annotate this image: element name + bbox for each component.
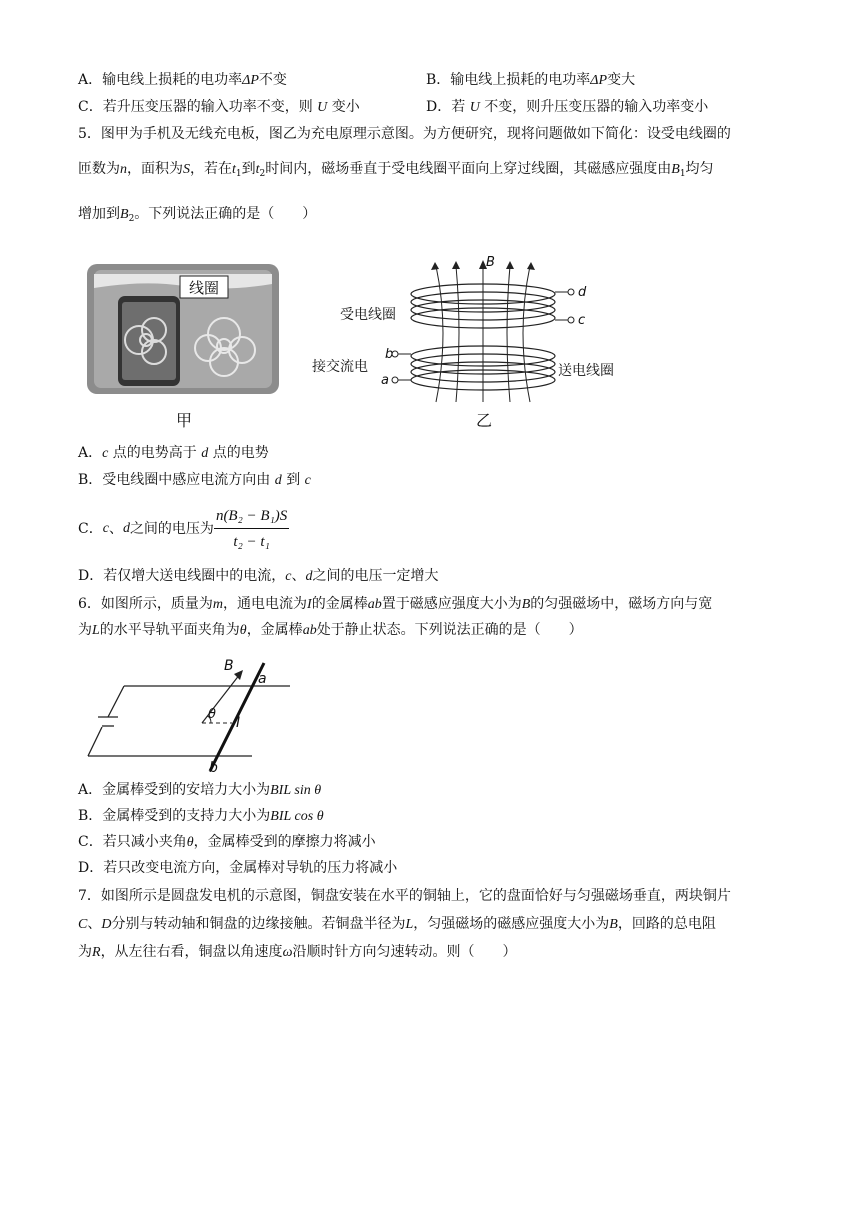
voltage-fraction: $\frac{\text{n(B₂ − B₁)S}}{\text{t₂ − t₁}}$ <box>215 508 288 550</box>
q5-option-b: B．受电线圈中感应电流方向由 d 到 c <box>78 472 311 488</box>
field-arrowheads <box>431 260 535 270</box>
q6-option-d: D．若只改变电流方向，金属棒对导轨的压力将减小 <box>78 860 398 876</box>
label-theta: θ <box>208 707 216 722</box>
q6-stem-line1: 6．如图所示，质量为m，通电电流为I的金属棒ab置于磁感应强度大小为B的匀强磁场中，磁场方向与宽 <box>78 596 713 612</box>
q4-option-c: C．若升压变压器的输入功率不变，则 U 变小 <box>78 99 360 115</box>
label-d: d <box>578 285 587 300</box>
q4-option-a: A．输电线上损耗的电功率ΔP不变 <box>78 72 287 88</box>
q6-option-b: B．金属棒受到的支持力大小为BIL cos θ <box>78 808 324 824</box>
label-a: a <box>381 373 389 388</box>
q7-stem-line1: 7．如图所示是圆盘发电机的示意图，铜盘安装在水平的铜轴上，它的盘面恰好与匀强磁场垂直，两块铜片 <box>78 888 731 904</box>
label-send-coil: 送电线圈 <box>558 363 614 379</box>
field-lines <box>436 266 530 402</box>
q5-option-d: D．若仅增大送电线圈中的电流，c、d之间的电压一定增大 <box>78 568 439 584</box>
caption-jia: 甲 <box>175 411 193 430</box>
q6-option-c: C．若只减小夹角θ，金属棒受到的摩擦力将减小 <box>78 834 376 850</box>
label-a-end: a <box>258 671 267 687</box>
q5-stem-line3: 增加到$B_2$。下列说法正确的是（ ） <box>78 206 317 224</box>
q6-option-a: A．金属棒受到的安培力大小为BIL sin θ <box>78 782 322 798</box>
q7-stem-line3: 为R，从左往右看，铜盘以角速度ω沿顺时针方向匀速转动。则（ ） <box>78 944 517 960</box>
label-B: B <box>224 658 234 674</box>
q5-option-c: C． c 、 d 之间的电压为 $\frac{\text{n(B₂ − B₁)S}}{\text{t₂ − t₁}}$ <box>78 508 288 550</box>
label-b-end: b <box>209 760 218 775</box>
label-coil: 线圈 <box>188 279 220 297</box>
q5-stem-line1: 5．图甲为手机及无线充电板，图乙为充电原理示意图。为方便研究，现将问题做如下简化：设受电线圈的 <box>78 126 731 142</box>
figure-yi-charging-principle <box>306 252 626 432</box>
q5-option-a: A．c 点的电势高于 d 点的电势 <box>78 445 269 461</box>
label-c: c <box>578 313 586 328</box>
figure-q6-rail <box>84 655 296 775</box>
label-receive-coil: 受电线圈 <box>340 307 396 323</box>
q5-stem-line2: 匝数为n，面积为S，若在$t_1$到$t_2$时间内，磁场垂直于受电线圈平面向上穿过线圈，其磁感应强度由$B_1$均匀 <box>78 161 714 179</box>
q6-stem-line2: 为L的水平导轨平面夹角为θ，金属棒ab处于静止状态。下列说法正确的是（ ） <box>78 622 583 638</box>
label-ac-input: 接交流电 <box>312 359 368 375</box>
q7-stem-line2: C、D分别与转动轴和铜盘的边缘接触。若铜盘半径为L，匀强磁场的磁感应强度大小为B，回路的总电阻 <box>78 916 716 932</box>
q4-option-d: D．若 U 不变，则升压变压器的输入功率变小 <box>426 99 709 115</box>
label-current: I <box>236 715 241 731</box>
caption-yi: 乙 <box>475 411 493 430</box>
q4-option-b: B．输电线上损耗的电功率ΔP变大 <box>426 72 636 88</box>
label-b: b <box>385 347 394 362</box>
figure-jia-phone-charger <box>84 260 284 432</box>
label-B-field: B <box>486 255 495 270</box>
